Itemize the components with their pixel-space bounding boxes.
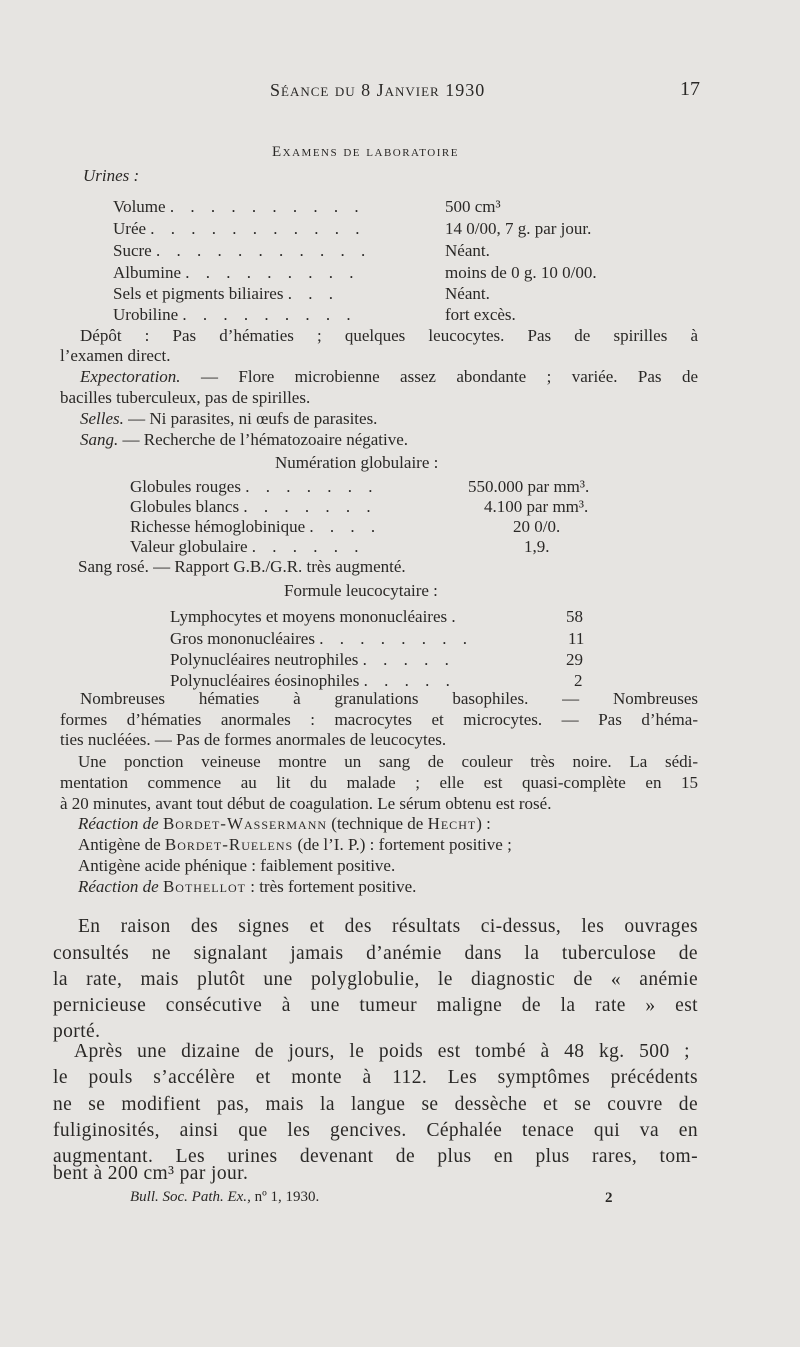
row-label: Gros mononucléaires (170, 629, 315, 648)
expectoration-line-2: bacilles tuberculeux, pas de spirilles. (60, 388, 311, 407)
row-leader: . . . . . . . (243, 497, 377, 516)
table-row (170, 649, 455, 670)
paragraph-line: fuliginosités, ainsi que les gencives. Céphalée tenace qui va en (53, 1120, 698, 1141)
remark-line: Une ponction veineuse montre un sang de couleur très noire. La sédi- (78, 752, 698, 771)
antigene-ruelens-line: Antigène de Bordet-Ruelens (de l’I. P.) : fortement positive ; (78, 835, 512, 854)
remark-line: formes d’hématies anormales : macrocytes et microcytes. — Pas d’héma- (60, 710, 698, 729)
row-value: 29 (566, 650, 583, 669)
paragraph-line: Après une dizaine de jours, le poids est tombé à 48 kg. 500 ; (74, 1041, 690, 1062)
table-row (113, 240, 371, 261)
row-value: 500 cm³ (445, 197, 501, 216)
row-label: Sucre (113, 241, 152, 260)
table-row (113, 304, 357, 325)
table-row (130, 536, 365, 557)
urines-label: Urines : (83, 166, 140, 185)
sang-rose-line: Sang rosé. — Rapport G.B./G.R. très augmenté. (78, 557, 406, 576)
table-row (113, 262, 360, 283)
row-leader: . . . . (309, 517, 382, 536)
row-value: 11 (568, 629, 585, 648)
table-row (130, 516, 381, 537)
paragraph-line: consultés ne signalant jamais d’anémie dans la tuberculose de (53, 943, 698, 964)
table-row (130, 496, 377, 517)
remark-line: ties nucléées. — Pas de formes anormales de leucocytes. (60, 730, 447, 749)
table-row (170, 606, 462, 627)
numeration-title: Numération globulaire : (275, 453, 439, 472)
reaction-bothellot-line: Réaction de Bothellot : très fortement positive. (78, 877, 417, 896)
row-value: Néant. (445, 241, 490, 260)
row-value: 1,9. (524, 537, 550, 556)
paragraph-line: augmentant. Les urines devenant de plus en plus rares, tom- (53, 1146, 698, 1167)
row-value: 550.000 par mm³. (468, 477, 590, 496)
row-leader: . . . . . (362, 650, 455, 669)
row-value: fort excès. (445, 305, 516, 324)
row-leader: . . . . . . . . . . . (155, 241, 372, 260)
remark-line: à 20 minutes, avant tout début de coagulation. Le sérum obtenu est rosé. (60, 794, 552, 813)
row-label: Globules rouges (130, 477, 241, 496)
row-label: Volume (113, 197, 166, 216)
row-label: Globules blancs (130, 497, 240, 516)
paragraph-line: le pouls s’accélère et monte à 112. Les symptômes précédents (53, 1067, 698, 1088)
table-row (130, 476, 378, 497)
row-value: 20 0/0. (513, 517, 561, 536)
paragraph-line: En raison des signes et des résultats ci-dessus, les ouvrages (78, 916, 698, 937)
table-row (170, 628, 473, 649)
row-leader: . . . . . (363, 671, 456, 690)
row-value: Néant. (445, 284, 490, 303)
row-label: Urée (113, 219, 147, 238)
row-label: Richesse hémoglobinique (130, 517, 306, 536)
row-label: Valeur globulaire (130, 537, 248, 556)
remark-line: mentation commence au lit du malade ; elle est quasi-complète en 15 (60, 773, 698, 792)
section-title: Examens de laboratoire (272, 144, 459, 160)
row-leader: . (451, 607, 462, 626)
row-value: 2 (574, 671, 583, 690)
selles-line: Selles. — Ni parasites, ni œufs de parasites. (80, 409, 378, 428)
row-label: Urobiline (113, 305, 179, 324)
table-row (113, 283, 339, 304)
row-leader: . . . . . . (251, 537, 365, 556)
row-value: 58 (566, 607, 583, 626)
row-label: Polynucléaires éosinophiles (170, 671, 360, 690)
table-row (113, 218, 366, 239)
row-value: 4.100 par mm³. (484, 497, 589, 516)
page-number: 17 (680, 78, 700, 100)
remark-line: Nombreuses hématies à granulations basophiles. — Nombreuses (80, 689, 698, 708)
paragraph-line: bent à 200 cm³ par jour. (53, 1163, 249, 1184)
row-leader: . . . . . . . . . (182, 305, 357, 324)
row-value: 14 0/00, 7 g. par jour. (445, 219, 592, 238)
sang-line: Sang. — Recherche de l’hématozoaire négative. (80, 430, 409, 449)
paragraph-line: porté. (53, 1021, 101, 1042)
row-value: moins de 0 g. 10 0/00. (445, 263, 597, 282)
row-leader: . . . . . . . . . (185, 263, 360, 282)
row-label: Sels et pigments biliaires (113, 284, 284, 303)
depot-line-2: l’examen direct. (60, 346, 171, 365)
row-label: Lymphocytes et moyens mononucléaires (170, 607, 448, 626)
footer-citation: Bull. Soc. Path. Ex., nº 1, 1930. (130, 1189, 320, 1205)
row-label: Polynucléaires neutrophiles (170, 650, 359, 669)
row-label: Albumine (113, 263, 181, 282)
depot-line-1: Dépôt : Pas d’hématies ; quelques leucocytes. Pas de spirilles à (80, 326, 698, 345)
running-header-title: Séance du 8 Janvier 1930 (270, 80, 486, 100)
row-leader: . . . (287, 284, 339, 303)
footer-signature: 2 (605, 1190, 613, 1206)
row-leader: . . . . . . . . . . . (150, 219, 366, 238)
formule-title: Formule leucocytaire : (284, 581, 438, 600)
paragraph-line: pernicieuse consécutive à une tumeur maligne de la rate » est (53, 995, 698, 1016)
row-leader: . . . . . . . . (319, 629, 473, 648)
paragraph-line: la rate, mais plutôt une polyglobulie, le diagnostic de « anémie (53, 969, 698, 990)
reaction-bw-line: Réaction de Bordet-Wassermann (technique de Hecht) : (78, 814, 491, 833)
paragraph-line: ne se modifient pas, mais la langue se dessèche et se couvre de (53, 1094, 698, 1115)
table-row (113, 196, 365, 217)
expectoration-line-1: Expectoration. — Flore microbienne assez abondante ; variée. Pas de (80, 367, 698, 386)
row-leader: . . . . . . . . . . (169, 197, 365, 216)
row-leader: . . . . . . . (245, 477, 379, 496)
antigene-phenique-line: Antigène acide phénique : faiblement positive. (78, 856, 396, 875)
